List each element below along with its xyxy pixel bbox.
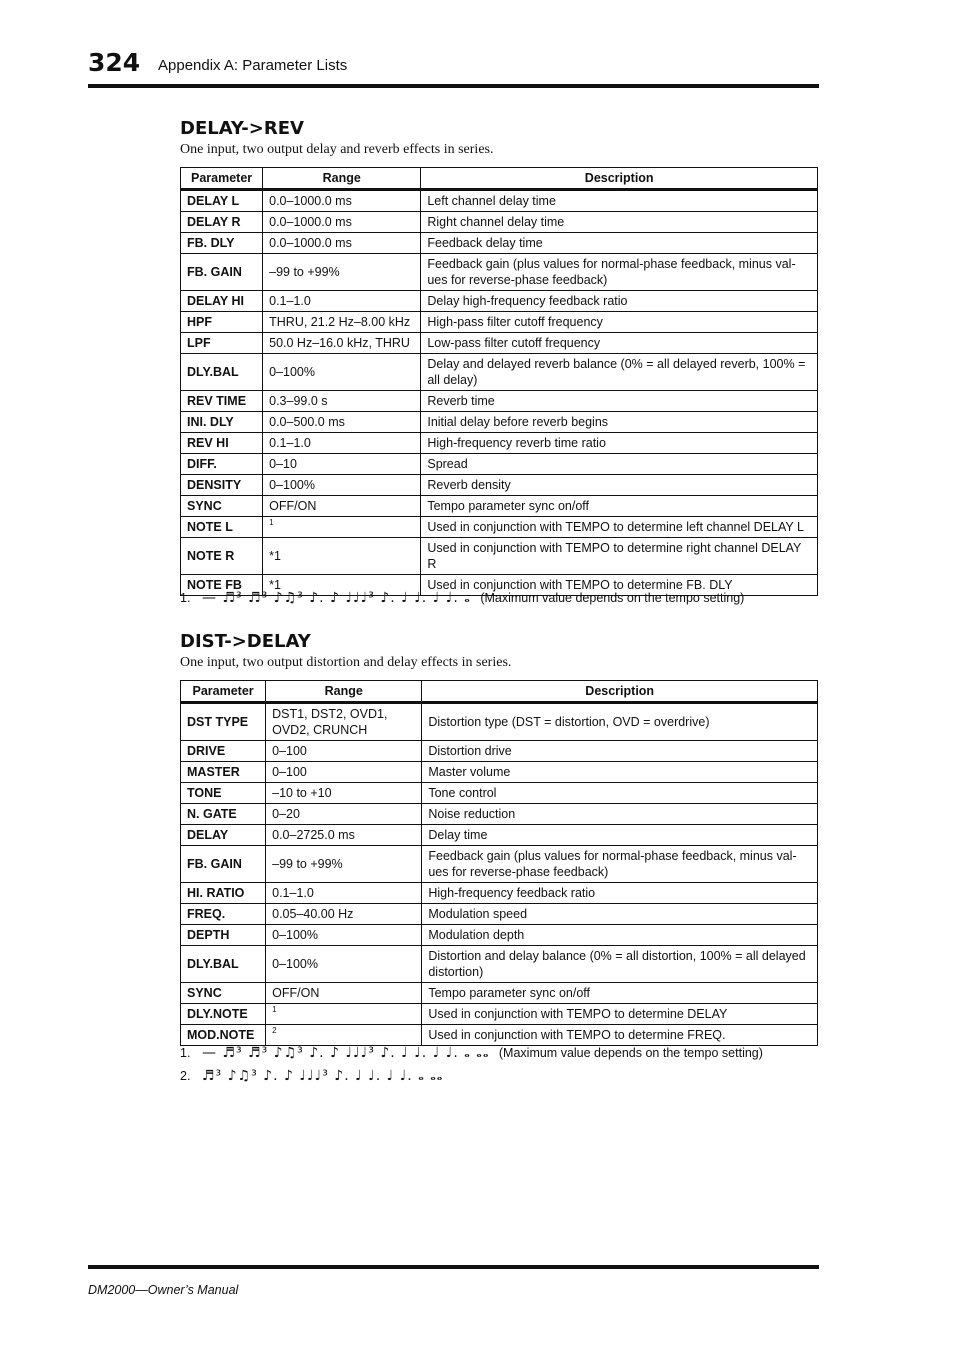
- table-row: [181, 517, 818, 538]
- param-name: [181, 883, 266, 904]
- param-name-text: HI. RATIO: [187, 886, 245, 900]
- param-name: [181, 412, 263, 433]
- param-description: [422, 762, 818, 783]
- param-name-text: DENSITY: [187, 478, 242, 492]
- footnote-ref: 1: [269, 518, 274, 527]
- param-description-text: Modulation speed: [428, 907, 528, 921]
- page-header: [88, 48, 819, 88]
- param-range: [263, 538, 421, 575]
- param-range-text: 0–20: [272, 807, 300, 821]
- param-description: [421, 333, 818, 354]
- param-description: [422, 741, 818, 762]
- param-range: [263, 312, 421, 333]
- page-number: 324: [88, 48, 141, 77]
- footnote: [180, 590, 820, 606]
- param-range-text: 0–100%: [269, 478, 315, 492]
- param-range: [266, 983, 422, 1004]
- param-range-text: *1: [269, 578, 281, 592]
- param-description-text: Initial delay before reverb begins: [427, 415, 609, 429]
- param-description: [421, 412, 818, 433]
- param-range: [266, 1004, 422, 1025]
- param-description: [422, 825, 818, 846]
- param-description-text: Distortion and delay balance (0% = all distortion, 100% = all delayed distortion): [428, 949, 806, 979]
- delay-rev-footnotes: [180, 590, 820, 606]
- table-header-row: [181, 681, 818, 703]
- param-range: [266, 703, 422, 741]
- section-description: One input, two output delay and reverb effects in series.: [180, 142, 494, 157]
- param-range: [263, 190, 421, 212]
- param-range-text: 0.1–1.0: [269, 436, 311, 450]
- param-description-text: High-frequency feedback ratio: [428, 886, 596, 900]
- param-range-text: 0–100: [272, 744, 307, 758]
- param-range: [266, 825, 422, 846]
- param-description-text: Low-pass filter cutoff frequency: [427, 336, 601, 350]
- dist-delay-table: [180, 680, 818, 1046]
- param-range: [263, 433, 421, 454]
- param-name-text: SYNC: [187, 986, 222, 1000]
- param-description-text: High-frequency reverb time ratio: [427, 436, 606, 450]
- param-name: [181, 703, 266, 741]
- param-description: [421, 291, 818, 312]
- param-name: [181, 762, 266, 783]
- param-description: [422, 946, 818, 983]
- param-range-text: 0.3–99.0 s: [269, 394, 328, 408]
- param-range-text: 0–100: [272, 765, 307, 779]
- param-range-text: THRU, 21.2 Hz–8.00 kHz: [269, 315, 411, 329]
- table-row: [181, 354, 818, 391]
- param-description: [421, 496, 818, 517]
- param-description: [422, 783, 818, 804]
- table-row: [181, 391, 818, 412]
- param-description-text: Spread: [427, 457, 468, 471]
- param-description: [421, 475, 818, 496]
- param-description-text: Feedback gain (plus values for normal-phase feedback, minus val-ues for reverse-phase feedback): [428, 849, 797, 879]
- param-range-text: 0.1–1.0: [272, 886, 314, 900]
- param-range-text: *1: [269, 549, 281, 563]
- param-description: [421, 433, 818, 454]
- param-description: [422, 703, 818, 741]
- param-name: [181, 291, 263, 312]
- param-description: [421, 454, 818, 475]
- table-row: [181, 762, 818, 783]
- param-description: [421, 391, 818, 412]
- param-name: [181, 946, 266, 983]
- param-description: [422, 1004, 818, 1025]
- param-range: [266, 1025, 422, 1046]
- param-range-text: 0–100%: [272, 928, 318, 942]
- param-name: [181, 925, 266, 946]
- param-range-text: OFF/ON: [272, 986, 320, 1000]
- param-name-text: N. GATE: [187, 807, 237, 821]
- param-description-text: Used in conjunction with TEMPO to determine FB. DLY: [427, 578, 733, 592]
- footnote-ref: 2: [272, 1026, 277, 1035]
- table-row: [181, 433, 818, 454]
- param-name: [181, 825, 266, 846]
- param-name-text: FREQ.: [187, 907, 226, 921]
- table-row: [181, 333, 818, 354]
- param-name: [181, 904, 266, 925]
- param-range: [263, 254, 421, 291]
- col-header-description: Description: [421, 168, 818, 190]
- col-header-parameter: Parameter: [181, 681, 266, 703]
- param-description: [421, 312, 818, 333]
- param-name-text: DIFF.: [187, 457, 217, 471]
- param-name: [181, 354, 263, 391]
- param-description-text: Distortion type (DST = distortion, OVD = overdrive): [428, 715, 710, 729]
- col-header-parameter: Parameter: [181, 168, 263, 190]
- param-name: [181, 1004, 266, 1025]
- section-title: DIST->DELAY: [180, 631, 311, 652]
- table-row: [181, 475, 818, 496]
- param-description-text: Reverb time: [427, 394, 495, 408]
- param-description: [422, 904, 818, 925]
- footer-text: DM2000—Owner’s Manual: [88, 1283, 239, 1297]
- note-values-icon: — ♬³ ♬³ ♪♫³ ♪. ♪ ♩♩♩³ ♪. ♩ ♩. ♩ ♩. 𝅝 𝅝𝅝: [202, 1045, 490, 1061]
- param-description: [422, 883, 818, 904]
- param-description: [421, 212, 818, 233]
- param-name-text: NOTE L: [187, 520, 233, 534]
- col-header-description: Description: [422, 681, 818, 703]
- param-range: [266, 783, 422, 804]
- section-description: One input, two output distortion and delay effects in series.: [180, 655, 512, 670]
- page-section-title: Appendix A: Parameter Lists: [158, 57, 348, 74]
- param-description-text: Modulation depth: [428, 928, 525, 942]
- param-name-text: NOTE FB: [187, 578, 242, 592]
- param-range: [263, 475, 421, 496]
- param-name-text: SYNC: [187, 499, 222, 513]
- param-range-text: 0–10: [269, 457, 297, 471]
- param-range-text: 0.0–2725.0 ms: [272, 828, 355, 842]
- param-description-text: High-pass filter cutoff frequency: [427, 315, 603, 329]
- param-name: [181, 741, 266, 762]
- param-name-text: LPF: [187, 336, 211, 350]
- param-description: [421, 233, 818, 254]
- dist-delay-footnotes: [180, 1045, 820, 1084]
- footnote-number: 2.: [180, 1069, 191, 1083]
- table-row: [181, 846, 818, 883]
- param-description: [421, 254, 818, 291]
- table-row: [181, 454, 818, 475]
- param-range: [266, 946, 422, 983]
- param-description-text: Delay high-frequency feedback ratio: [427, 294, 628, 308]
- footnote-number: 1.: [180, 591, 191, 605]
- param-name-text: FB. GAIN: [187, 265, 242, 279]
- footnote: [180, 1045, 820, 1061]
- param-range-text: 50.0 Hz–16.0 kHz, THRU: [269, 336, 410, 350]
- param-range: [263, 291, 421, 312]
- param-description: [422, 846, 818, 883]
- table-row: [181, 291, 818, 312]
- param-description-text: Used in conjunction with TEMPO to determine left channel DELAY L: [427, 520, 804, 534]
- param-range: [263, 333, 421, 354]
- param-description-text: Master volume: [428, 765, 511, 779]
- footnote-text: (Maximum value depends on the tempo setting): [480, 591, 745, 605]
- param-range-text: 0.0–1000.0 ms: [269, 194, 352, 208]
- footnote: [180, 1068, 820, 1084]
- param-name-text: DELAY: [187, 828, 229, 842]
- table-row: [181, 741, 818, 762]
- table-row: [181, 212, 818, 233]
- param-description-text: Feedback gain (plus values for normal-phase feedback, minus val-ues for reverse-phase feedback): [427, 257, 796, 287]
- param-name-text: TONE: [187, 786, 222, 800]
- param-range-text: OFF/ON: [269, 499, 317, 513]
- param-description-text: Reverb density: [427, 478, 511, 492]
- param-name-text: INI. DLY: [187, 415, 234, 429]
- table-row: [181, 883, 818, 904]
- param-description-text: Left channel delay time: [427, 194, 556, 208]
- param-range-text: 0–100%: [272, 957, 318, 971]
- footnote-ref: 1: [272, 1005, 277, 1014]
- param-description-text: Noise reduction: [428, 807, 516, 821]
- param-description: [421, 517, 818, 538]
- param-range: [263, 391, 421, 412]
- table-row: [181, 496, 818, 517]
- param-range: [263, 454, 421, 475]
- param-range-text: 0.05–40.00 Hz: [272, 907, 354, 921]
- param-name-text: DLY.BAL: [187, 957, 239, 971]
- param-description: [422, 1025, 818, 1046]
- param-name: [181, 846, 266, 883]
- col-header-range: Range: [266, 681, 422, 703]
- param-name: [181, 433, 263, 454]
- note-values-icon: ♬³ ♪♫³ ♪. ♪ ♩♩♩³ ♪. ♩ ♩. ♩ ♩. 𝅝 𝅝𝅝: [202, 1068, 444, 1084]
- param-name: [181, 496, 263, 517]
- param-name-text: DEPTH: [187, 928, 230, 942]
- param-description-text: Used in conjunction with TEMPO to determine FREQ.: [428, 1028, 726, 1042]
- param-description: [422, 983, 818, 1004]
- table-row: [181, 1004, 818, 1025]
- delay-rev-table: [180, 167, 818, 596]
- param-range: [263, 233, 421, 254]
- param-description: [422, 925, 818, 946]
- table-row: [181, 904, 818, 925]
- param-description: [422, 804, 818, 825]
- param-description-text: Tempo parameter sync on/off: [427, 499, 590, 513]
- param-name: [181, 538, 263, 575]
- param-range-text: 0.0–1000.0 ms: [269, 215, 352, 229]
- table-row: [181, 233, 818, 254]
- col-header-range: Range: [263, 168, 421, 190]
- param-description-text: Distortion drive: [428, 744, 512, 758]
- table-row: [181, 946, 818, 983]
- param-name: [181, 333, 263, 354]
- table-row: [181, 312, 818, 333]
- param-description-text: Tempo parameter sync on/off: [428, 986, 591, 1000]
- param-name-text: DELAY L: [187, 194, 240, 208]
- param-description: [421, 190, 818, 212]
- param-description-text: Right channel delay time: [427, 215, 565, 229]
- param-name: [181, 233, 263, 254]
- param-name-text: DLY.NOTE: [187, 1007, 248, 1021]
- param-name-text: MOD.NOTE: [187, 1028, 255, 1042]
- param-name-text: FB. DLY: [187, 236, 235, 250]
- footnote-text: (Maximum value depends on the tempo setting): [498, 1046, 763, 1060]
- param-range: [266, 762, 422, 783]
- table-row: [181, 412, 818, 433]
- param-range: [263, 496, 421, 517]
- param-description-text: Delay time: [428, 828, 488, 842]
- table-row: [181, 1025, 818, 1046]
- param-range-text: 0–100%: [269, 365, 315, 379]
- param-description-text: Used in conjunction with TEMPO to determine right channel DELAY R: [427, 541, 802, 571]
- param-name: [181, 454, 263, 475]
- footnote-number: 1.: [180, 1046, 191, 1060]
- param-range-text: 0.0–1000.0 ms: [269, 236, 352, 250]
- param-range: [266, 883, 422, 904]
- param-name: [181, 983, 266, 1004]
- param-range: [266, 904, 422, 925]
- param-name: [181, 254, 263, 291]
- param-name-text: DST TYPE: [187, 715, 249, 729]
- param-name-text: HPF: [187, 315, 212, 329]
- param-range: [263, 354, 421, 391]
- dist-delay-section: [180, 631, 818, 1046]
- param-name-text: DLY.BAL: [187, 365, 239, 379]
- param-range: [263, 412, 421, 433]
- param-name-text: FB. GAIN: [187, 857, 242, 871]
- param-name: [181, 1025, 266, 1046]
- param-name-text: DRIVE: [187, 744, 226, 758]
- table-row: [181, 538, 818, 575]
- param-range-text: DST1, DST2, OVD1, OVD2, CRUNCH: [272, 707, 388, 737]
- param-name: [181, 190, 263, 212]
- table-row: [181, 703, 818, 741]
- table-row: [181, 783, 818, 804]
- param-name: [181, 783, 266, 804]
- param-name-text: MASTER: [187, 765, 240, 779]
- param-name: [181, 517, 263, 538]
- param-name-text: NOTE R: [187, 549, 235, 563]
- param-range-text: –99 to +99%: [269, 265, 340, 279]
- table-row: [181, 254, 818, 291]
- param-range-text: –10 to +10: [272, 786, 332, 800]
- delay-rev-section: [180, 118, 818, 596]
- param-description-text: Used in conjunction with TEMPO to determine DELAY: [428, 1007, 728, 1021]
- table-header-row: [181, 168, 818, 190]
- param-name: [181, 212, 263, 233]
- param-range: [266, 741, 422, 762]
- param-range-text: –99 to +99%: [272, 857, 343, 871]
- param-name-text: REV TIME: [187, 394, 247, 408]
- param-description: [421, 354, 818, 391]
- table-row: [181, 983, 818, 1004]
- param-name: [181, 391, 263, 412]
- note-values-icon: — ♬³ ♬³ ♪♫³ ♪. ♪ ♩♩♩³ ♪. ♩ ♩. ♩ ♩. 𝅝: [202, 590, 471, 606]
- param-range: [266, 925, 422, 946]
- param-name-text: REV HI: [187, 436, 229, 450]
- param-name-text: DELAY R: [187, 215, 241, 229]
- table-row: [181, 825, 818, 846]
- param-description-text: Delay and delayed reverb balance (0% = all delayed reverb, 100% = all delay): [427, 357, 806, 387]
- table-row: [181, 190, 818, 212]
- param-name: [181, 804, 266, 825]
- param-range: [266, 846, 422, 883]
- param-range: [263, 212, 421, 233]
- section-title: DELAY->REV: [180, 118, 304, 139]
- param-range: [266, 804, 422, 825]
- param-name: [181, 475, 263, 496]
- param-range-text: 0.0–500.0 ms: [269, 415, 345, 429]
- table-row: [181, 925, 818, 946]
- param-description-text: Feedback delay time: [427, 236, 543, 250]
- param-range: [263, 517, 421, 538]
- param-range-text: 0.1–1.0: [269, 294, 311, 308]
- page-footer: [88, 1265, 819, 1297]
- param-description: [421, 538, 818, 575]
- param-name-text: DELAY HI: [187, 294, 244, 308]
- table-row: [181, 804, 818, 825]
- param-description-text: Tone control: [428, 786, 497, 800]
- param-name: [181, 312, 263, 333]
